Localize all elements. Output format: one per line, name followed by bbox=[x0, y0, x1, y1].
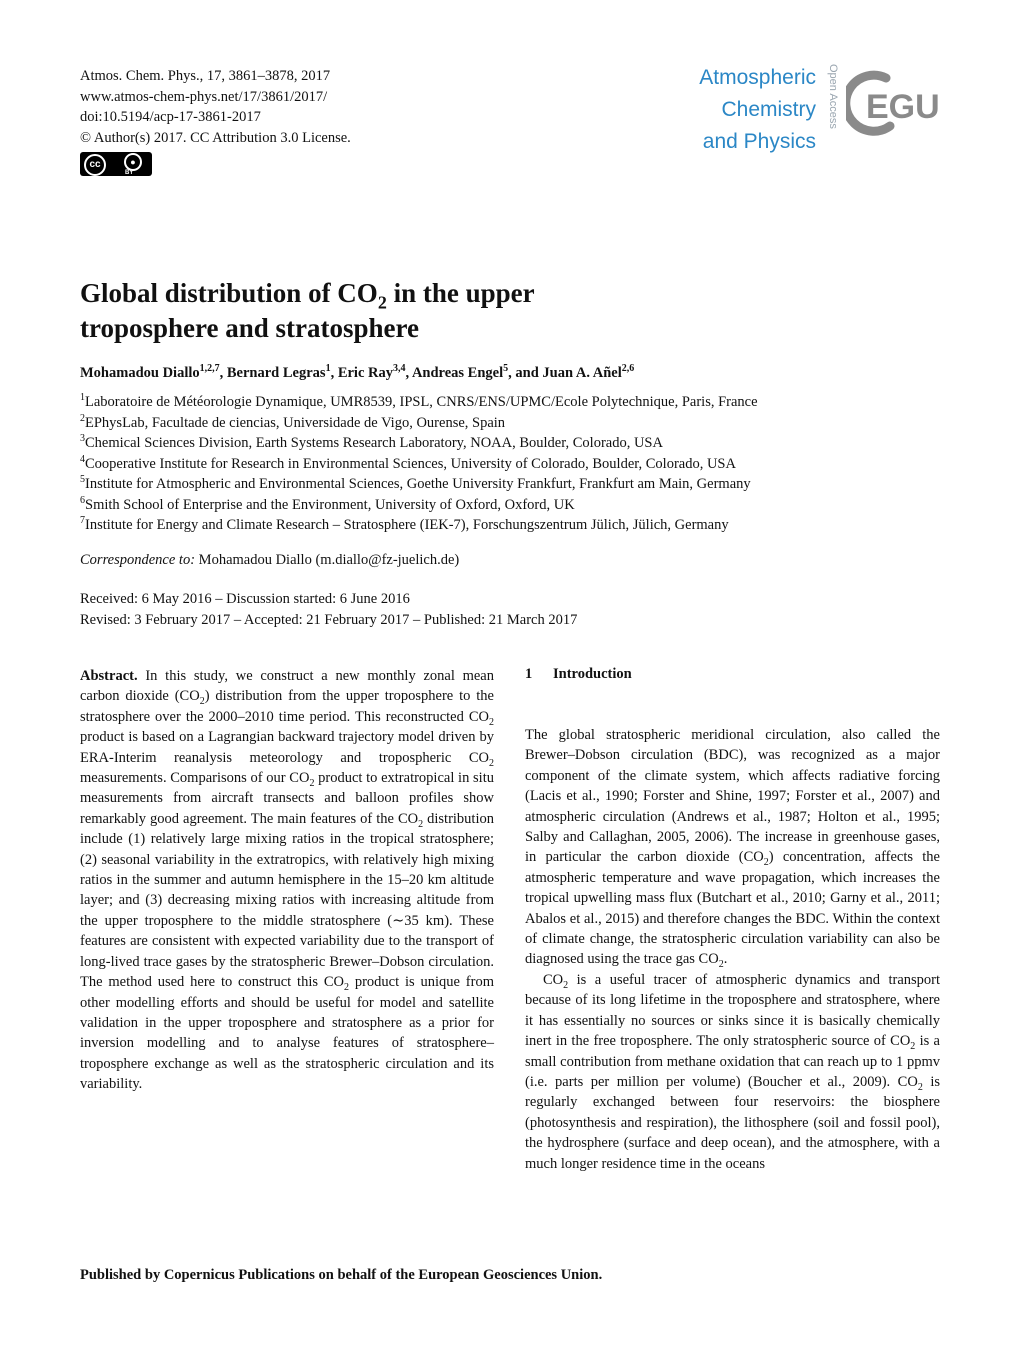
affiliation-list bbox=[80, 392, 758, 536]
author-list: Mohamadou Diallo$^{1,2,7}$, Bernard Legras$^1$, Eric Ray$^{3,4}$, Andreas Engel$^5$, and Juan A. Añel$^{2,6}$ bbox=[80, 363, 635, 381]
journal-name-line3: and Physics bbox=[702, 130, 816, 153]
revised-dates: Revised: 3 February 2017 – Accepted: 21 February 2017 – Published: 21 March 2017 bbox=[80, 611, 578, 628]
affiliation: $^6$Smith School of Enterprise and the Environment, University of Oxford, Oxford, UK bbox=[80, 494, 575, 513]
journal-name-line1: Atmospheric bbox=[699, 66, 816, 89]
introduction-body bbox=[525, 725, 940, 1174]
egu-logo bbox=[846, 66, 946, 136]
author-name: Andreas Engel bbox=[411, 365, 504, 381]
journal-name bbox=[699, 62, 816, 158]
open-access-text: Open Access bbox=[827, 64, 839, 129]
attribution-person-icon: ● bbox=[124, 153, 142, 171]
affiliation: $^1$Laboratoire de Météorologie Dynamique, UMR8539, IPSL, CNRS/ENS/UPMC/Ecole Polytechnique, Paris, France bbox=[80, 392, 758, 410]
affiliation: $^3$Chemical Sciences Division, Earth Systems Research Laboratory, NOAA, Boulder, Colorado, USA bbox=[80, 433, 663, 451]
cc-icon: cc bbox=[84, 154, 106, 176]
citation-block bbox=[80, 66, 351, 148]
journal-name-line2: Chemistry bbox=[721, 98, 816, 121]
intro-paragraph-1: The global stratospheric meridional circulation, also called the Brewer–Dobson circulation (BDC), was recognized as a major component of the climate system, which affects radiative forcing (Lacis et al., 1990; Forster and Shine, 1997; Forster et al., 2007) and atmospheric circulation (Andrews et al., 1987; Holton et al., 1995; Salby and Callaghan, 2005, 2006). The increase in greenhouse gases, in particular the carbon dioxide $(CO_2)$ concentration, affects the atmospheric temperature and wave propagation, which increases the tropical upwelling mass flux (Butchart et al., 2010; Garny et al., 2011; Abalos et al., 2015) and therefore changes the BDC. Within the context of climate change, the stratospheric circulation variability can also be diagnosed using the trace gas $CO_2$. bbox=[525, 727, 940, 971]
publisher-footer: Published by Copernicus Publications on behalf of the European Geosciences Union. bbox=[80, 1267, 603, 1283]
correspondence bbox=[80, 552, 459, 569]
author-name: Juan A. Añel bbox=[542, 365, 622, 381]
intro-paragraph-2: $CO_2$ is a useful tracer of atmospheric dynamics and transport because of its long lifetime in the troposphere and stratosphere, where it has essentially no sources or sinks since it is basically chemically inert in the free troposphere. The only stratospheric source of $CO_2$ is a small contribution from methane oxidation that can reach up to 1 ppmv (i.e. parts per million per volume) (Boucher et al., 2009). $CO_2$ is regularly exchanged between four reservoirs: the biosphere (photosynthesis and respiration), the lithosphere (soil and fossil pool), the hydrosphere (surface and deep ocean), and the atmosphere, with a much longer residence time in the oceans bbox=[525, 971, 940, 1172]
section-number: 1 bbox=[525, 666, 533, 682]
license-text: © Author(s) 2017. CC Attribution 3.0 License. bbox=[80, 129, 351, 146]
paper-title: Global distribution of $CO_2$ in the upper troposphere and stratosphere bbox=[80, 278, 535, 343]
author-name: Bernard Legras bbox=[226, 365, 326, 381]
abstract-label: Abstract. bbox=[80, 668, 138, 684]
section-title: Introduction bbox=[553, 666, 632, 682]
egu-logo-text: EGU bbox=[866, 88, 940, 126]
correspondence-contact[interactable]: Mohamadou Diallo (m.diallo@fz-juelich.de) bbox=[195, 552, 460, 568]
author-name: Mohamadou Diallo bbox=[80, 365, 200, 381]
received-dates: Received: 6 May 2016 – Discussion started: 6 June 2016 bbox=[80, 591, 410, 607]
author-name: Eric Ray bbox=[337, 365, 393, 381]
publication-dates bbox=[80, 589, 577, 630]
correspondence-label: Correspondence to: bbox=[80, 552, 196, 568]
affiliation: $^5$Institute for Atmospheric and Environmental Sciences, Goethe University Frankfurt, Frankfurt am Main, Germany bbox=[80, 474, 751, 492]
affiliation: $^4$Cooperative Institute for Research in Environmental Sciences, University of Colorado, Boulder, Colorado, USA bbox=[80, 453, 736, 472]
article-url[interactable]: www.atmos-chem-phys.net/17/3861/2017/ bbox=[80, 88, 328, 105]
open-access-label bbox=[826, 64, 846, 144]
affiliation: $^7$Institute for Energy and Climate Research – Stratosphere (IEK-7), Forschungszentrum Jülich, Jülich, Germany bbox=[80, 515, 729, 533]
abstract-text: Abstract. In this study, we construct a new monthly zonal mean carbon dioxide $(CO_2)$ distribution from the upper troposphere to the stratosphere over the 2000–2010 time period. This reconstructed $CO_2$ product is based on a Lagrangian backward trajectory model driven by ERA-Interim reanalysis meteorology and tropospheric $CO_2$ measurements. Comparisons of our $CO_2$ product to extratropical in situ measurements from aircraft transects and balloon profiles show remarkably good agreement. The main features of the $CO_2$ distribution include (1) relatively large mixing ratios in the tropical stratosphere; (2) seasonal variability in the extratropics, with relatively high mixing ratios in the summer and autumn hemisphere in the 15–20 km altitude layer; and (3) decreasing mixing ratios with increasing altitude from the upper troposphere to the middle stratosphere (∼35 km). These features are consistent with expected variability due to the transport of long-lived trace gases by the stratospheric Brewer–Dobson circulation. The method used here to construct this $CO_2$ product is unique from other modelling efforts and should be useful for model and satellite validation in the upper troposphere and stratosphere as a prior for inversion modelling and to analyse features of stratosphere–troposphere exchange as well as the stratospheric circulation and its variability. bbox=[80, 668, 494, 1093]
abstract bbox=[80, 666, 494, 1095]
doi[interactable]: doi:10.5194/acp-17-3861-2017 bbox=[80, 109, 261, 125]
citation: Atmos. Chem. Phys., 17, 3861–3878, 2017 bbox=[80, 68, 331, 84]
section-heading-introduction bbox=[525, 666, 632, 683]
cc-license-badge[interactable] bbox=[80, 152, 152, 176]
affiliation: $^2$EPhysLab, Facultade de ciencias, Universidade de Vigo, Ourense, Spain bbox=[80, 412, 506, 431]
by-label: BY bbox=[125, 170, 134, 176]
